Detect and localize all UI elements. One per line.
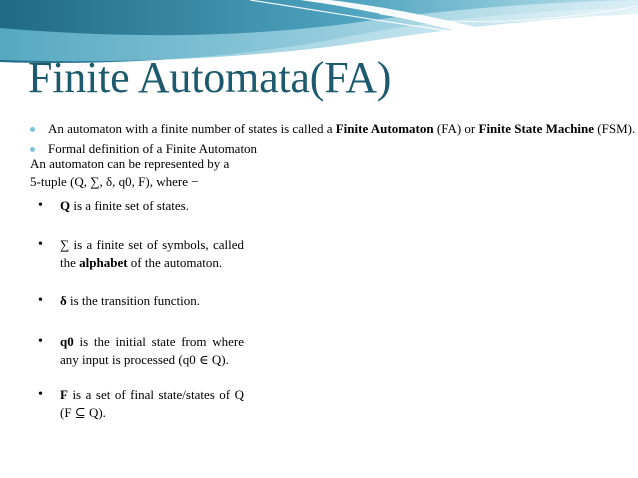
bullet-text: (FSM). (594, 121, 636, 136)
list-item (38, 236, 244, 272)
page-title: Finite Automata(FA) (28, 53, 392, 102)
term-f: F (60, 387, 68, 402)
list-bullet-marker: • (38, 237, 43, 252)
intro-paragraph (30, 155, 240, 191)
item-text: is the initial state from where any input is processed (q0 ∈ Q). (60, 334, 244, 367)
bullet-definition (30, 121, 635, 136)
term-q0: q0 (60, 334, 74, 349)
list-item (38, 333, 244, 369)
intro-line: 5-tuple (Q, ∑, δ, q0, F), where − (30, 174, 199, 189)
bullet-text: Formal definition of a Finite Automaton (48, 141, 258, 156)
list-item (38, 197, 244, 215)
term-finite-automaton: Finite Automaton (335, 121, 434, 136)
item-text: is a set of final state/states of Q (F ⊆ Q). (60, 387, 244, 420)
list-bullet-marker: • (38, 387, 43, 402)
item-text: is a finite set of states. (70, 198, 189, 213)
intro-line: An automaton can be represented by a (30, 156, 230, 171)
term-q: Q (60, 198, 71, 213)
bullet-text: An automaton with a finite number of states is called a (48, 121, 336, 136)
list-bullet-marker: • (38, 198, 43, 213)
list-bullet-marker: • (38, 293, 43, 308)
bullet-formal-definition (30, 141, 257, 156)
bullet-text: (FA) or (433, 121, 479, 136)
item-text: of the automaton. (127, 255, 223, 270)
item-text: is the transition function. (66, 293, 200, 308)
bullet-dot (30, 147, 35, 152)
list-item (38, 386, 244, 422)
list-item (38, 292, 244, 310)
term-alphabet: alphabet (79, 255, 128, 270)
item-text: ∑ is a finite set of symbols, called the (60, 237, 244, 270)
bullet-dot (30, 127, 35, 132)
list-bullet-marker: • (38, 334, 43, 349)
term-finite-state-machine: Finite State Machine (478, 121, 595, 136)
term-delta: δ (60, 293, 67, 308)
